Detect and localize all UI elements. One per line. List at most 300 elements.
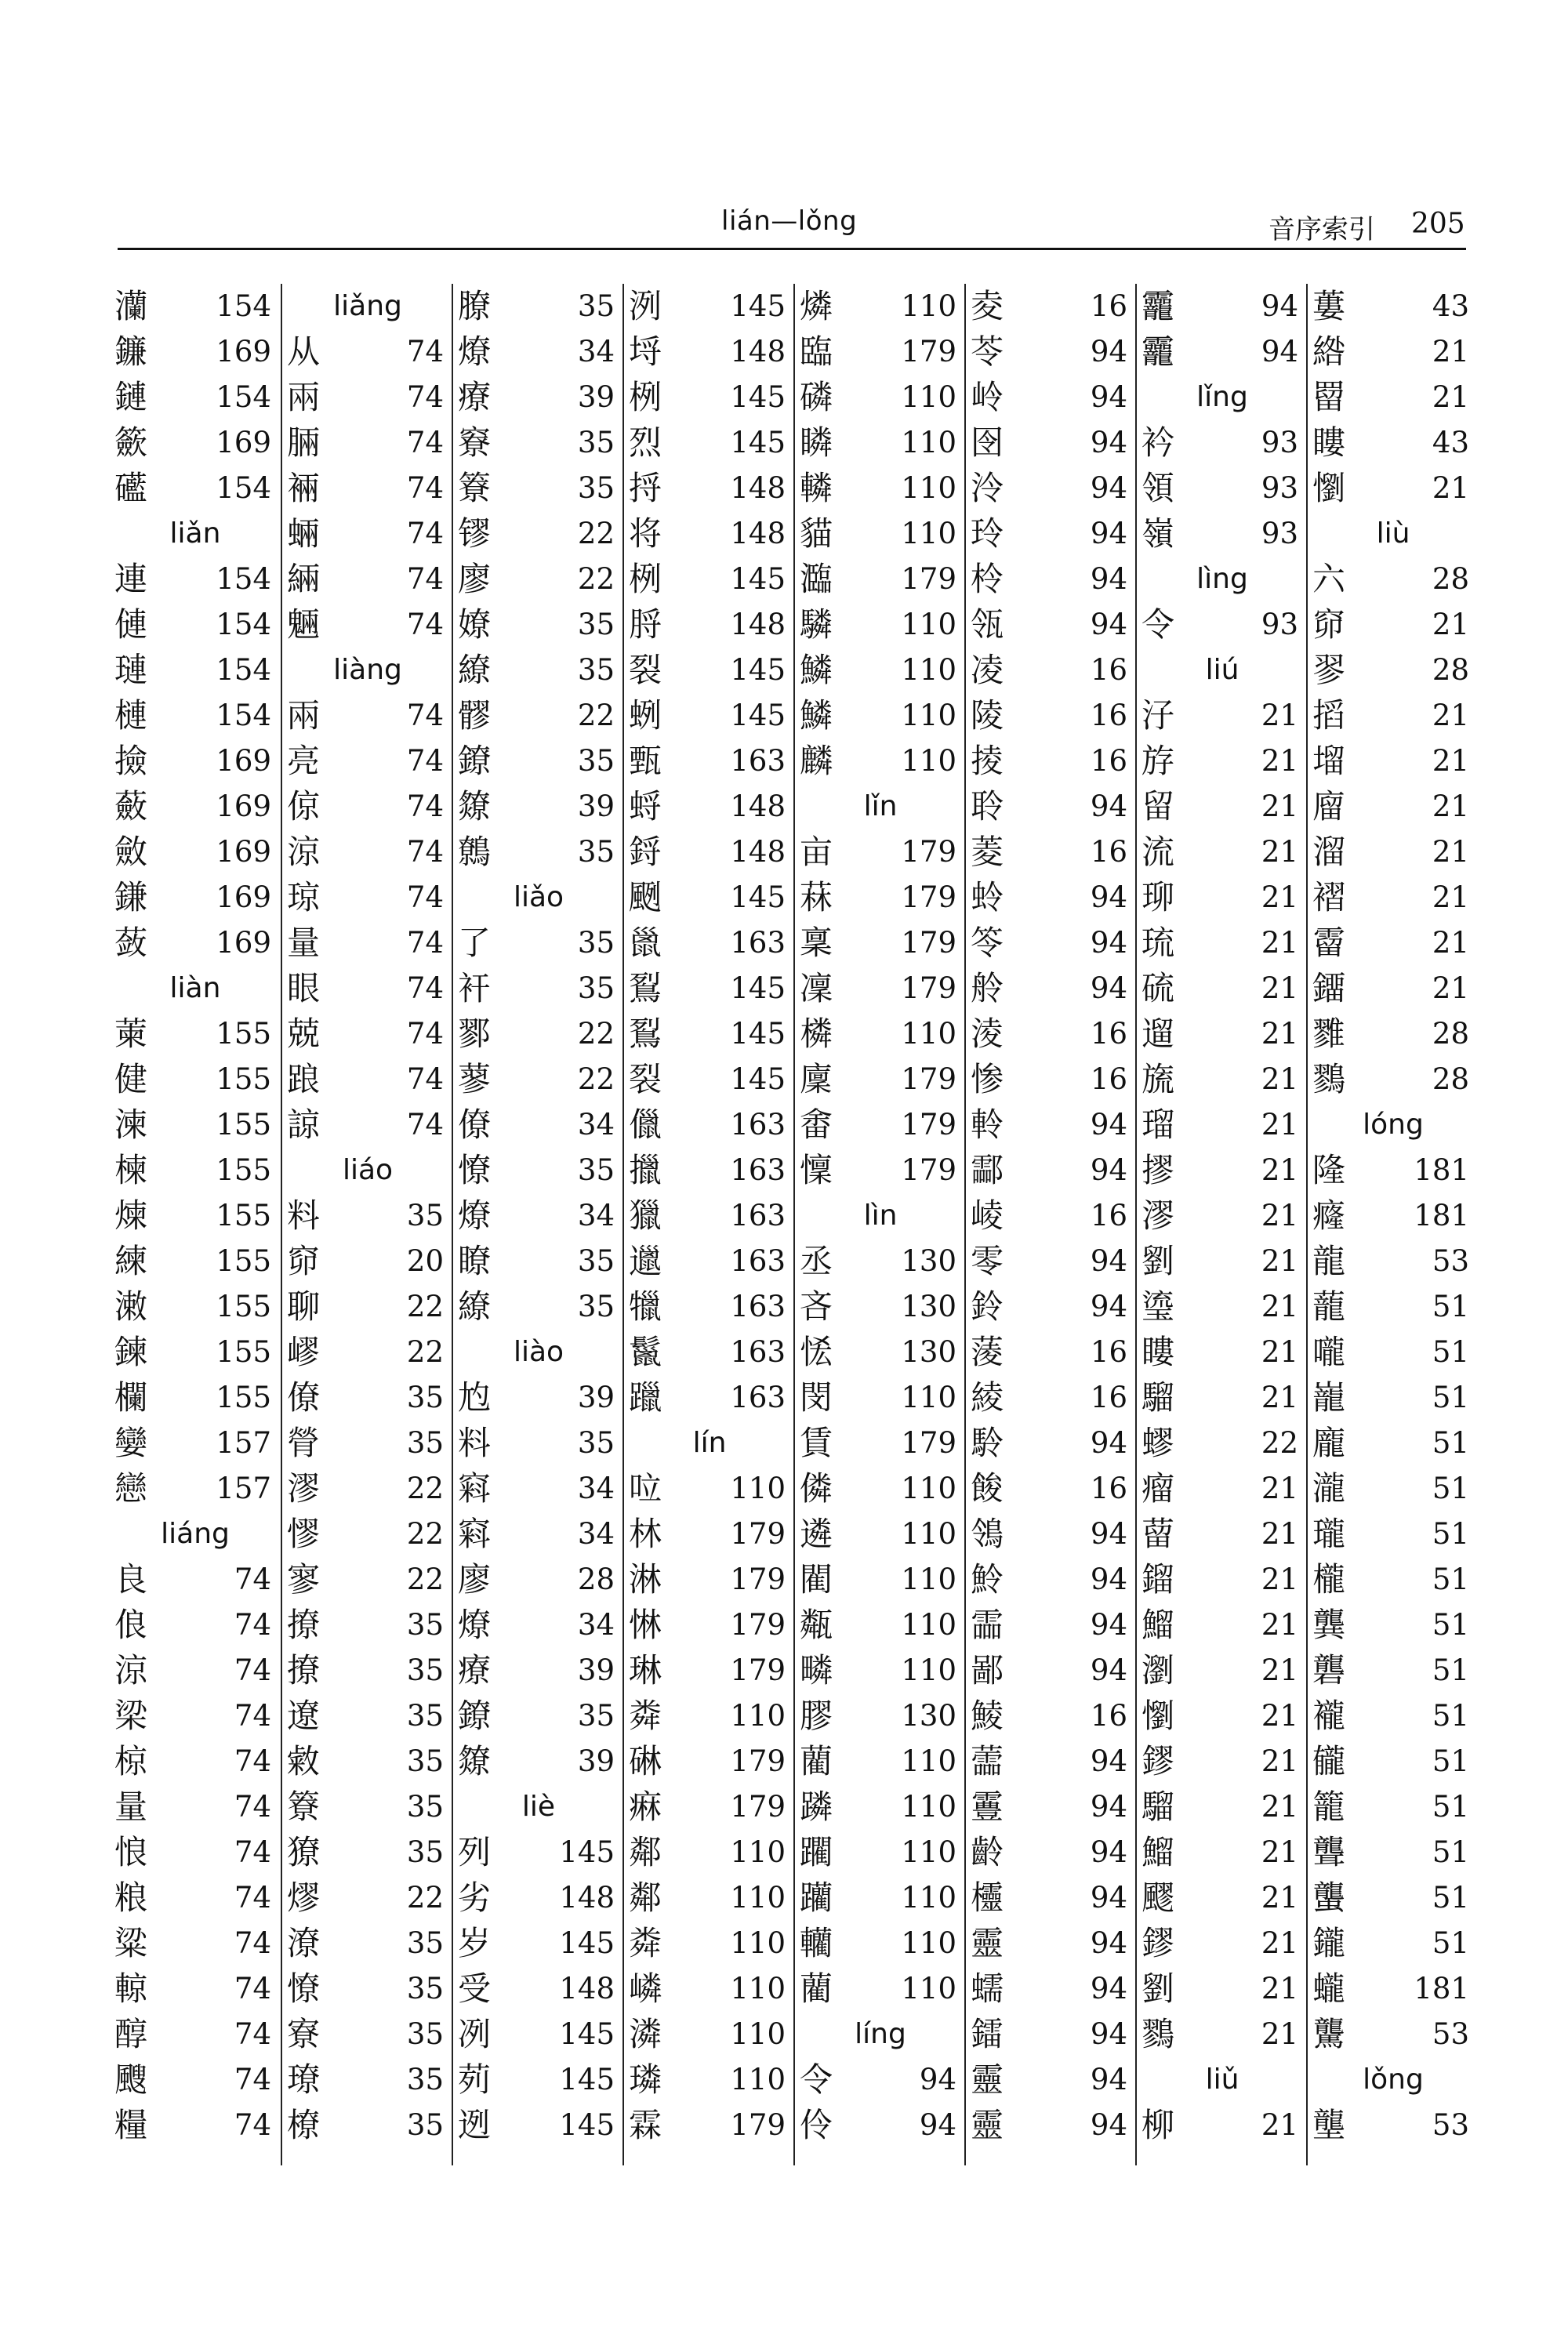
entry-page-ref: 179 <box>730 1517 786 1551</box>
entry-page-ref: 21 <box>1432 744 1469 778</box>
index-entry <box>624 1193 795 1239</box>
entry-page-ref: 145 <box>559 2063 615 2096</box>
entry-page-ref: 145 <box>559 1835 615 1869</box>
entry-character: 欄 <box>114 1378 148 1417</box>
entry-character: 驎 <box>800 605 833 644</box>
index-entry <box>1137 1739 1308 1784</box>
index-entry <box>110 1739 281 1784</box>
entry-page-ref: 179 <box>730 1608 786 1642</box>
index-entry <box>966 1011 1137 1057</box>
entry-character: 岭 <box>971 378 1004 416</box>
entry-character: 粦 <box>629 1697 662 1735</box>
index-entry <box>795 875 966 920</box>
entry-character: 颼 <box>114 2060 148 2099</box>
index-entry <box>282 1602 453 1648</box>
entry-character: 鐮 <box>114 332 148 371</box>
index-entry <box>624 1375 795 1421</box>
entry-page-ref: 110 <box>901 471 956 505</box>
entry-character: 亮 <box>287 742 321 780</box>
index-column-8 <box>1306 284 1479 2165</box>
entry-page-ref: 16 <box>1090 1472 1127 1505</box>
entry-character: 憀 <box>287 1515 321 1553</box>
entry-character: 騮 <box>1142 1378 1175 1417</box>
entry-page-ref: 179 <box>730 1563 786 1596</box>
entry-character: 巤 <box>629 924 662 962</box>
entry-page-ref: 53 <box>1432 2108 1469 2142</box>
index-entry <box>966 1512 1137 1557</box>
entry-character: 懍 <box>800 1151 833 1189</box>
entry-character: 淩 <box>971 1014 1004 1053</box>
entry-page-ref: 21 <box>1261 1472 1298 1505</box>
entry-page-ref: 21 <box>1261 1290 1298 1323</box>
entry-page-ref: 154 <box>216 608 271 641</box>
index-entry <box>795 648 966 693</box>
entry-character: 瞵 <box>800 423 833 462</box>
entry-character: 鎦 <box>1142 1560 1175 1599</box>
entry-character: 菱 <box>971 833 1004 871</box>
entry-character: 料 <box>458 1424 492 1462</box>
entry-page-ref: 39 <box>577 1653 615 1687</box>
index-entry <box>453 1193 624 1239</box>
entry-character: 轥 <box>800 1924 833 1962</box>
entry-character: 粱 <box>114 1924 148 1962</box>
index-entry <box>1308 1148 1479 1193</box>
entry-page-ref: 74 <box>406 562 444 596</box>
entry-page-ref: 34 <box>577 1517 615 1551</box>
entry-page-ref: 110 <box>901 517 956 550</box>
index-entry <box>1137 1921 1308 1966</box>
entry-character: 粦 <box>629 1924 662 1962</box>
entry-page-ref: 157 <box>216 1426 271 1460</box>
entry-character: 遴 <box>800 1515 833 1553</box>
entry-page-ref: 74 <box>406 835 444 869</box>
pinyin-heading <box>795 2012 966 2057</box>
entry-page-ref: 94 <box>1090 1290 1127 1323</box>
index-entry <box>282 1512 453 1557</box>
entry-character: 瞜 <box>1142 1333 1175 1371</box>
index-entry <box>1137 284 1308 329</box>
entry-character: 捋 <box>629 469 662 507</box>
index-entry <box>795 557 966 602</box>
index-entry <box>1308 1421 1479 1466</box>
entry-page-ref: 74 <box>406 744 444 778</box>
entry-page-ref: 39 <box>577 1744 615 1778</box>
entry-page-ref: 163 <box>730 1244 786 1278</box>
index-entry <box>966 1648 1137 1693</box>
index-entry <box>1308 1830 1479 1875</box>
entry-page-ref: 94 <box>1090 1926 1127 1960</box>
entry-page-ref: 22 <box>406 1335 444 1369</box>
entry-character: 窲 <box>458 1515 492 1553</box>
entry-character: 孌 <box>114 1424 148 1462</box>
index-entry <box>624 375 795 420</box>
entry-character: 栵 <box>629 378 662 416</box>
index-entry <box>453 2057 624 2103</box>
index-entry <box>1308 875 1479 920</box>
entry-character: 劣 <box>458 1878 492 1917</box>
entry-character: 鷯 <box>458 833 492 871</box>
entry-character: 閔 <box>800 1378 833 1417</box>
entry-page-ref: 74 <box>406 699 444 732</box>
entry-page-ref: 28 <box>577 1563 615 1596</box>
index-entry <box>795 693 966 739</box>
entry-page-ref: 163 <box>730 1153 786 1187</box>
entry-page-ref: 16 <box>1090 1381 1127 1414</box>
entry-page-ref: 21 <box>1261 1881 1298 1915</box>
index-entry <box>453 1375 624 1421</box>
index-entry <box>1308 1784 1479 1830</box>
pinyin-heading-text: liǎn <box>169 517 221 550</box>
entry-page-ref: 110 <box>901 1881 956 1915</box>
entry-character: 令 <box>800 2060 833 2099</box>
pinyin-heading <box>110 966 281 1011</box>
entry-page-ref: 43 <box>1432 426 1469 459</box>
index-entry <box>624 2103 795 2148</box>
index-entry <box>282 1421 453 1466</box>
entry-page-ref: 110 <box>901 1381 956 1414</box>
entry-character: 躐 <box>629 1378 662 1417</box>
entry-page-ref: 22 <box>1261 1426 1298 1460</box>
index-entry <box>282 829 453 875</box>
pinyin-heading <box>453 1330 624 1375</box>
entry-character: 灡 <box>114 287 148 325</box>
entry-page-ref: 148 <box>730 789 786 823</box>
entry-character: 洌 <box>629 287 662 325</box>
index-entry <box>624 875 795 920</box>
index-entry <box>282 1875 453 1921</box>
index-entry <box>453 1011 624 1057</box>
index-entry <box>110 602 281 648</box>
index-entry <box>624 2057 795 2103</box>
entry-character: 碄 <box>629 1742 662 1780</box>
pinyin-heading <box>1137 648 1308 693</box>
index-entry <box>966 466 1137 511</box>
index-entry <box>624 420 795 466</box>
entry-character: 蠕 <box>971 1969 1004 2008</box>
index-entry <box>110 1648 281 1693</box>
entry-page-ref: 74 <box>234 1881 271 1915</box>
index-entry <box>966 1057 1137 1102</box>
entry-character: 摎 <box>1142 1151 1175 1189</box>
index-entry <box>795 1739 966 1784</box>
entry-character: 撩 <box>287 1651 321 1690</box>
entry-character: 霖 <box>629 2106 662 2144</box>
entry-character: 零 <box>971 1242 1004 1280</box>
entry-page-ref: 94 <box>1090 2108 1127 2142</box>
index-entry <box>795 1102 966 1148</box>
entry-page-ref: 22 <box>406 1472 444 1505</box>
entry-character: 瑬 <box>1142 1287 1175 1326</box>
entry-character: 蒥 <box>1142 1515 1175 1553</box>
index-entry <box>282 1011 453 1057</box>
index-entry <box>1308 1193 1479 1239</box>
entry-character: 褶 <box>1312 878 1346 916</box>
index-entry <box>1308 1375 1479 1421</box>
index-entry <box>624 466 795 511</box>
index-entry <box>624 1466 795 1512</box>
entry-character: 六 <box>1312 560 1346 598</box>
index-entry <box>1137 602 1308 648</box>
entry-character: 餕 <box>971 1469 1004 1508</box>
index-entry <box>795 920 966 966</box>
entry-character: 藺 <box>800 1742 833 1780</box>
entry-page-ref: 22 <box>577 699 615 732</box>
entry-page-ref: 155 <box>216 1108 271 1142</box>
entry-character: 鷚 <box>1142 2015 1175 2053</box>
entry-page-ref: 21 <box>1432 835 1469 869</box>
entry-character: 溜 <box>1312 833 1346 871</box>
index-entry <box>453 1921 624 1966</box>
index-entry <box>110 466 281 511</box>
entry-character: 梁 <box>114 1697 148 1735</box>
entry-character: 儠 <box>629 1105 662 1144</box>
index-entry <box>624 739 795 784</box>
entry-character: 輬 <box>114 1969 148 2008</box>
index-entry <box>966 1421 1137 1466</box>
entry-page-ref: 110 <box>901 608 956 641</box>
entry-page-ref: 35 <box>406 1653 444 1687</box>
index-entry <box>453 1602 624 1648</box>
entry-character: 瀏 <box>1142 1651 1175 1690</box>
entry-page-ref: 22 <box>577 1062 615 1096</box>
entry-character: 緉 <box>287 560 321 598</box>
entry-character: 陵 <box>971 696 1004 735</box>
index-entry <box>624 1102 795 1148</box>
header-pinyin-range: lián—lǒng <box>721 205 858 237</box>
entry-page-ref: 22 <box>577 1017 615 1051</box>
entry-character: 鬣 <box>629 1333 662 1371</box>
entry-page-ref: 145 <box>730 1017 786 1051</box>
entry-character: 亩 <box>800 833 833 871</box>
entry-page-ref: 21 <box>1261 1017 1298 1051</box>
entry-page-ref: 110 <box>901 289 956 323</box>
entry-page-ref: 110 <box>901 744 956 778</box>
entry-character: 痳 <box>629 1788 662 1826</box>
index-entry <box>624 1693 795 1739</box>
entry-character: 髎 <box>458 696 492 735</box>
entry-character: 量 <box>287 924 321 962</box>
entry-character: 聾 <box>1312 1833 1346 1871</box>
index-entry <box>1308 693 1479 739</box>
index-entry <box>795 511 966 557</box>
entry-character: 裂 <box>629 1060 662 1098</box>
entry-page-ref: 21 <box>1261 1744 1298 1778</box>
entry-page-ref: 74 <box>406 926 444 960</box>
index-entry <box>966 1102 1137 1148</box>
index-entry <box>282 693 453 739</box>
index-entry <box>1137 1466 1308 1512</box>
entry-character: 疄 <box>800 1651 833 1690</box>
index-entry <box>1137 466 1308 511</box>
entry-page-ref: 155 <box>216 1335 271 1369</box>
entry-page-ref: 35 <box>577 744 615 778</box>
entry-page-ref: 94 <box>1090 880 1127 914</box>
index-entry <box>624 1875 795 1921</box>
entry-page-ref: 145 <box>559 2017 615 2051</box>
pinyin-heading-text: liáng <box>161 1518 230 1550</box>
entry-character: 獵 <box>629 1196 662 1235</box>
entry-character: 龓 <box>1312 1742 1346 1780</box>
entry-character: 鏈 <box>114 378 148 416</box>
entry-character: 鏐 <box>1142 1924 1175 1962</box>
entry-character: 兩 <box>287 696 321 735</box>
entry-page-ref: 28 <box>1432 1017 1469 1051</box>
entry-character: 遼 <box>287 1697 321 1735</box>
index-entry <box>453 1557 624 1602</box>
entry-character: 夌 <box>971 287 1004 325</box>
entry-page-ref: 34 <box>577 1472 615 1505</box>
index-entry <box>453 1057 624 1102</box>
index-entry <box>1137 2103 1308 2148</box>
index-entry <box>282 1693 453 1739</box>
entry-character: 珋 <box>1142 878 1175 916</box>
entry-page-ref: 39 <box>577 380 615 414</box>
entry-page-ref: 21 <box>1261 1108 1298 1142</box>
entry-page-ref: 130 <box>901 1244 956 1278</box>
index-entry <box>282 920 453 966</box>
index-entry <box>453 1148 624 1193</box>
entry-page-ref: 94 <box>1090 608 1127 641</box>
entry-character: 鈴 <box>971 1287 1004 1326</box>
pinyin-heading <box>110 511 281 557</box>
entry-page-ref: 21 <box>1432 789 1469 823</box>
entry-page-ref: 179 <box>901 1108 956 1142</box>
index-entry <box>795 2057 966 2103</box>
pinyin-heading-text: lìn <box>863 1200 898 1232</box>
entry-page-ref: 35 <box>406 1199 444 1232</box>
index-entry <box>624 829 795 875</box>
index-entry <box>453 1693 624 1739</box>
index-entry <box>624 329 795 375</box>
entry-page-ref: 110 <box>901 1926 956 1960</box>
index-entry <box>1137 1011 1308 1057</box>
entry-character: 潦 <box>287 1924 321 1962</box>
index-entry <box>1137 875 1308 920</box>
entry-character: 驡 <box>1312 2015 1346 2053</box>
entry-character: 囹 <box>971 423 1004 462</box>
entry-page-ref: 21 <box>1261 926 1298 960</box>
index-entry <box>453 693 624 739</box>
pinyin-heading-text: lǐn <box>863 790 898 822</box>
index-entry <box>110 284 281 329</box>
entry-character: 瀶 <box>800 560 833 598</box>
index-entry <box>795 1011 966 1057</box>
entry-page-ref: 20 <box>406 1244 444 1278</box>
entry-character: 衦 <box>458 969 492 1007</box>
entry-character: 旒 <box>1142 1060 1175 1098</box>
index-entry <box>453 739 624 784</box>
index-entry <box>110 2012 281 2057</box>
entry-character: 軨 <box>971 1105 1004 1144</box>
entry-character: 舲 <box>971 969 1004 1007</box>
pinyin-heading-text: liù <box>1376 517 1410 550</box>
index-entry <box>966 739 1137 784</box>
index-entry <box>624 1784 795 1830</box>
entry-page-ref: 94 <box>1090 789 1127 823</box>
index-entry <box>966 784 1137 829</box>
index-entry <box>1137 1602 1308 1648</box>
entry-page-ref: 93 <box>1261 608 1298 641</box>
entry-character: 惏 <box>629 1606 662 1644</box>
entry-page-ref: 21 <box>1261 835 1298 869</box>
entry-page-ref: 110 <box>901 1017 956 1051</box>
entry-character: 窌 <box>287 1242 321 1280</box>
index-entry <box>453 1875 624 1921</box>
entry-page-ref: 94 <box>1090 1426 1127 1460</box>
entry-character: 籠 <box>1312 1788 1346 1826</box>
index-entry <box>624 602 795 648</box>
index-entry <box>453 420 624 466</box>
index-entry <box>966 920 1137 966</box>
index-entry <box>110 1830 281 1875</box>
entry-page-ref: 154 <box>216 380 271 414</box>
entry-character: 潾 <box>629 2015 662 2053</box>
index-entry <box>282 1375 453 1421</box>
pinyin-heading-text: liú <box>1205 654 1240 686</box>
entry-page-ref: 51 <box>1432 1472 1469 1505</box>
entry-page-ref: 93 <box>1261 471 1298 505</box>
entry-character: 蛶 <box>629 787 662 826</box>
index-entry <box>110 2103 281 2148</box>
entry-page-ref: 21 <box>1261 971 1298 1005</box>
entry-character: 鐐 <box>458 742 492 780</box>
entry-page-ref: 74 <box>234 1563 271 1596</box>
index-entry <box>453 1421 624 1466</box>
index-entry <box>110 1557 281 1602</box>
entry-page-ref: 169 <box>216 835 271 869</box>
index-entry <box>624 1602 795 1648</box>
index-entry <box>966 1239 1137 1284</box>
entry-character: 玲 <box>971 514 1004 553</box>
entry-character: 笭 <box>971 924 1004 962</box>
index-entry <box>110 1148 281 1193</box>
index-entry <box>1137 1557 1308 1602</box>
pinyin-heading <box>1137 375 1308 420</box>
entry-page-ref: 154 <box>216 471 271 505</box>
index-entry <box>1137 739 1308 784</box>
index-entry <box>1308 557 1479 602</box>
index-entry <box>795 1921 966 1966</box>
index-entry <box>795 1148 966 1193</box>
entry-character: 茢 <box>458 2060 492 2099</box>
index-entry <box>1308 1921 1479 1966</box>
index-entry <box>453 1648 624 1693</box>
entry-character: 酃 <box>971 1151 1004 1189</box>
index-entry <box>110 1011 281 1057</box>
entry-page-ref: 155 <box>216 1290 271 1323</box>
entry-page-ref: 74 <box>234 1608 271 1642</box>
entry-page-ref: 35 <box>577 471 615 505</box>
index-entry <box>1308 2012 1479 2057</box>
entry-character: 瀧 <box>1312 1469 1346 1508</box>
entry-character: 雡 <box>1312 1014 1346 1053</box>
entry-character: 糧 <box>114 2106 148 2144</box>
entry-character: 龐 <box>1312 1424 1346 1462</box>
entry-character: 嶙 <box>629 1969 662 2008</box>
entry-character: 瓴 <box>971 605 1004 644</box>
pinyin-heading-text: liǎo <box>513 881 564 913</box>
entry-character: 蔞 <box>1312 287 1346 325</box>
entry-character: 鄰 <box>629 1833 662 1871</box>
entry-page-ref: 51 <box>1432 1744 1469 1778</box>
entry-character: 兢 <box>287 1014 321 1053</box>
entry-character: 簝 <box>458 469 492 507</box>
entry-character: 鎌 <box>114 878 148 916</box>
entry-page-ref: 163 <box>730 1335 786 1369</box>
entry-character: 療 <box>458 1651 492 1690</box>
index-entry <box>110 329 281 375</box>
entry-character: 吝 <box>800 1287 833 1326</box>
